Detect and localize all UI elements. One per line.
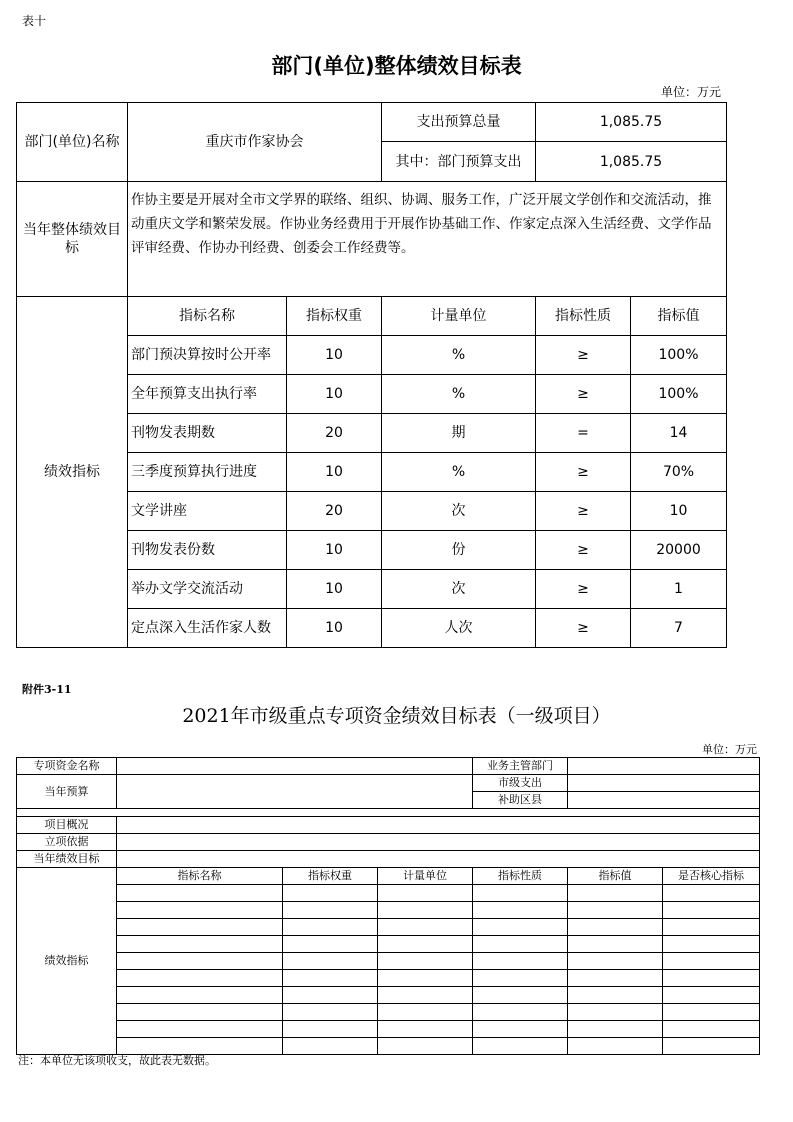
indicator-name: 刊物发表份数 [128, 531, 287, 570]
indicator-unit: 份 [382, 531, 536, 570]
indicator-value: 10 [631, 492, 727, 531]
subsidy-value [568, 792, 760, 809]
dept-budget-label: 其中：部门预算支出 [382, 142, 536, 182]
indicator-value: 7 [631, 609, 727, 648]
header2-core: 是否核心指标 [663, 868, 760, 885]
table-row [17, 936, 760, 953]
header2-weight: 指标权重 [283, 868, 378, 885]
annual-goal-text: 作协主要是开展对全市文学界的联络、组织、协调、服务工作，广泛开展文学创作和交流活动，推动重庆文学和繁荣发展。作协业务经费用于开展作协基础工作、作家定点深入生活经费、文学作品评审经费、作协办刊经费、创委会工作经费等。 [128, 182, 727, 297]
table-row [17, 987, 760, 1004]
indicator-weight: 20 [287, 492, 382, 531]
header-unit: 计量单位 [382, 297, 536, 336]
header-indicator-name: 指标名称 [128, 297, 287, 336]
indicator-unit: 次 [382, 570, 536, 609]
indicator-value: 100% [631, 375, 727, 414]
budget-label: 当年预算 [17, 775, 117, 809]
table-row [17, 1004, 760, 1021]
goal-label-2: 当年绩效目标 [17, 851, 117, 868]
indicator-name: 文学讲座 [128, 492, 287, 531]
indicator-unit: 人次 [382, 609, 536, 648]
annual-goal-label: 当年整体绩效目标 [17, 182, 128, 297]
indicator-name: 全年预算支出执行率 [128, 375, 287, 414]
indicator-nature: ≥ [536, 336, 631, 375]
indicator-nature: ≥ [536, 531, 631, 570]
indicator-weight: 10 [287, 336, 382, 375]
indicator-unit: 期 [382, 414, 536, 453]
total-budget-value: 1,085.75 [536, 103, 727, 142]
fund-name-label: 专项资金名称 [17, 758, 117, 775]
header2-unit: 计量单位 [378, 868, 473, 885]
unit-label-2: 单位：万元 [702, 743, 757, 756]
table-row [17, 885, 760, 902]
indicator-unit: % [382, 453, 536, 492]
section-title: 2021年市级重点专项资金绩效目标表（一级项目） [182, 705, 611, 727]
indicator-label: 绩效指标 [17, 297, 128, 648]
header-value: 指标值 [631, 297, 727, 336]
unit-label: 单位：万元 [660, 85, 721, 99]
page-title: 部门(单位)整体绩效目标表 [271, 54, 522, 78]
indicator-value: 14 [631, 414, 727, 453]
header2-value: 指标值 [568, 868, 663, 885]
indicator-value: 70% [631, 453, 727, 492]
indicator-weight: 10 [287, 453, 382, 492]
indicator-weight: 10 [287, 531, 382, 570]
indicator-name: 刊物发表期数 [128, 414, 287, 453]
indicator-nature: ≥ [536, 492, 631, 531]
dept-label: 业务主管部门 [473, 758, 568, 775]
city-expense-label: 市级支出 [473, 775, 568, 792]
indicator-name: 部门预决算按时公开率 [128, 336, 287, 375]
indicator-value: 20000 [631, 531, 727, 570]
overview-value [117, 817, 760, 834]
indicator-weight: 10 [287, 570, 382, 609]
header2-name: 指标名称 [117, 868, 283, 885]
dept-name-value: 重庆市作家协会 [128, 103, 382, 182]
subsidy-label: 补助区县 [473, 792, 568, 809]
indicator-nature: ≥ [536, 375, 631, 414]
indicator-weight: 20 [287, 414, 382, 453]
header-nature: 指标性质 [536, 297, 631, 336]
indicator-value: 1 [631, 570, 727, 609]
budget-value [117, 775, 473, 809]
indicator-nature: ≥ [536, 570, 631, 609]
dept-name-label: 部门(单位)名称 [17, 103, 128, 182]
performance-table [16, 102, 727, 648]
overview-label: 项目概况 [17, 817, 117, 834]
indicator-unit: % [382, 375, 536, 414]
table-row [17, 919, 760, 936]
indicator-weight: 10 [287, 609, 382, 648]
indicator-value: 100% [631, 336, 727, 375]
annex-label: 附件3-11 [22, 683, 72, 696]
dept-budget-value: 1,085.75 [536, 142, 727, 182]
indicator-label-2: 绩效指标 [17, 868, 117, 1055]
table-row [17, 902, 760, 919]
goal-value-2 [117, 851, 760, 868]
city-expense-value [568, 775, 760, 792]
indicator-nature: ≥ [536, 453, 631, 492]
table-row [17, 970, 760, 987]
indicator-unit: 次 [382, 492, 536, 531]
fund-name-value [117, 758, 473, 775]
indicator-name: 定点深入生活作家人数 [128, 609, 287, 648]
table-row [17, 953, 760, 970]
note-text: 注：本单位无该项收支，故此表无数据。 [18, 1054, 216, 1067]
indicator-weight: 10 [287, 375, 382, 414]
header-weight: 指标权重 [287, 297, 382, 336]
basis-label: 立项依据 [17, 834, 117, 851]
indicator-nature: ≥ [536, 609, 631, 648]
special-fund-table [16, 757, 760, 1055]
header2-nature: 指标性质 [473, 868, 568, 885]
indicator-nature: = [536, 414, 631, 453]
total-budget-label: 支出预算总量 [382, 103, 536, 142]
indicator-unit: % [382, 336, 536, 375]
table-row [17, 1021, 760, 1038]
basis-value [117, 834, 760, 851]
indicator-name: 三季度预算执行进度 [128, 453, 287, 492]
indicator-name: 举办文学交流活动 [128, 570, 287, 609]
dept-value [568, 758, 760, 775]
table-label: 表十 [22, 14, 47, 28]
spacer-row [17, 809, 760, 817]
